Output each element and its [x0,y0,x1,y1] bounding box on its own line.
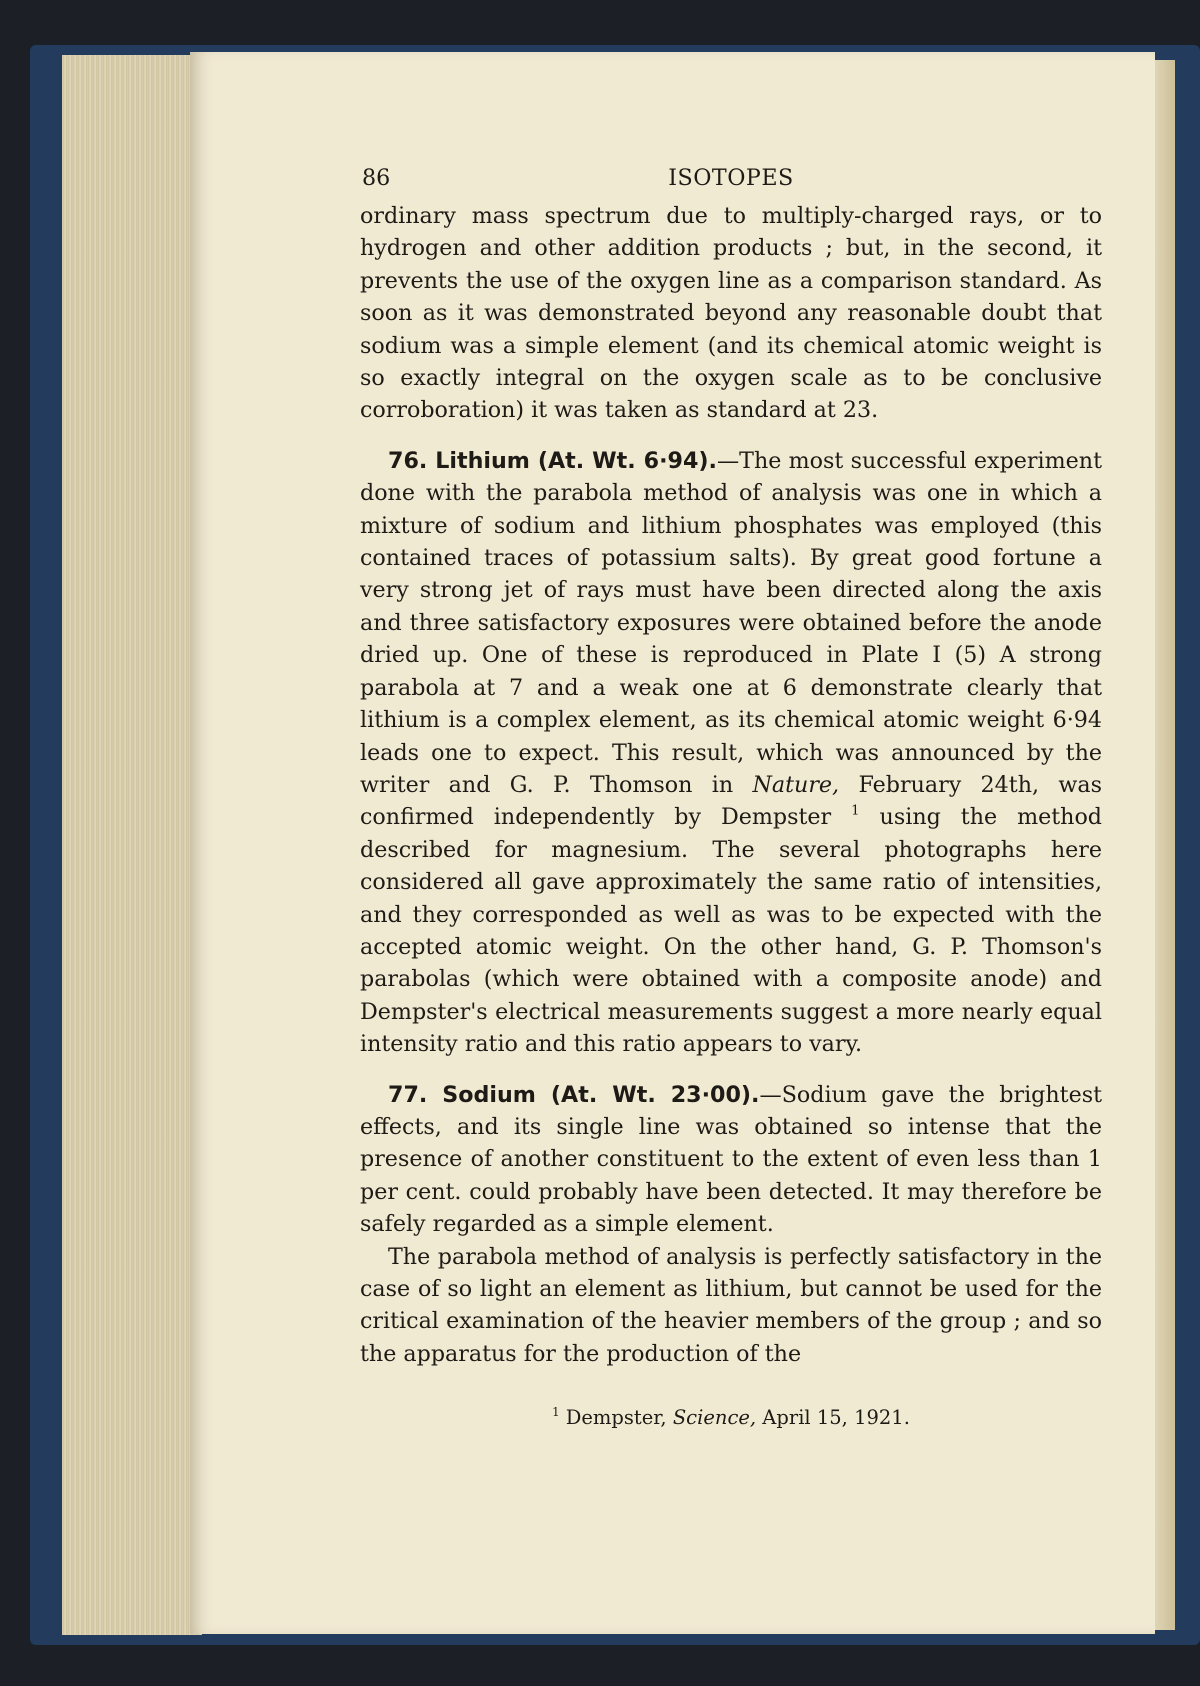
footnote [360,1402,1102,1434]
section-77-text: —Sodium gave the brightest effects, and its single line was obtained so intense that the presence of another constituent to the extent of even less than 1 per cent. could probably have been detected. It may therefore be safely regarded as a simple element. [360,1081,1103,1238]
section-76-text-c: using the method described for magnesium. The several photographs here considered all gave approximately the same ratio of intensities, and they corresponded as well as was to be expected with the accepted atomic weight. On the other hand, G. P. Thomson's parabolas (which were obtained with a composite anode) and Dempster's electrical measurements suggest a more nearly equal intensity ratio and this ratio appears to vary. [360,804,1103,1058]
footnote-reference: 1 [851,804,860,819]
section-76-heading: 76. Lithium (At. Wt. 6·94). [388,447,717,474]
section-76-text-a: —The most successful experiment done with the parabola method of analysis was one in which a mixture of sodium and lithium phosphates was employed (this contained traces of potassium salts). By great good fortune a very strong jet of rays must have been directed along the axis and three satisfactory exposures were obtained before the anode dried up. One of these is reproduced in Plate I (5) A strong parabola at 7 and a weak one at 6 demonstrate clearly that lithium is a complex element, as its chemical atomic weight 6·94 leads one to expect. This result, which was announced by the writer and G. P. Thomson in [360,447,1102,798]
running-head [360,162,1102,194]
page-content [360,162,1102,1435]
paragraph-continued: ordinary mass spectrum due to multiply-charged rays, or to hydrogen and other addition products ; but, in the second, it prevents the use of the oxygen line as a comparison standard. As soon as it was demonstrated beyond any reasonable doubt that sodium was a simple element (and its chemical atomic weight is so exactly integral on the oxygen scale as to be conclusive corroboration) it was taken as standard at 23. [360,203,1102,424]
page-number: 86 [362,165,391,191]
journal-nature: Nature, [752,771,840,798]
section-76-text-b: February 24th, was confirmed independently by Dempster [360,771,1102,831]
section-76 [360,445,1102,1061]
section-77-heading: 77. Sodium (At. Wt. 23·00). [388,1081,760,1108]
section-77 [360,1079,1102,1241]
right-page-edge [1155,60,1175,1630]
paragraph-last: The parabola method of analysis is perfectly satisfactory in the case of so light an element as lithium, but cannot be used for the critical examination of the heavier members of the group ; and so the apparatus for the production of the [360,1243,1102,1367]
footnote-date: April 15, 1921. [756,1406,910,1430]
footnote-marker: 1 [552,1405,560,1420]
page-edges [62,55,202,1635]
footnote-journal: Science, [672,1406,757,1430]
running-title: ISOTOPES [668,165,794,191]
footnote-author: Dempster, [559,1406,673,1430]
